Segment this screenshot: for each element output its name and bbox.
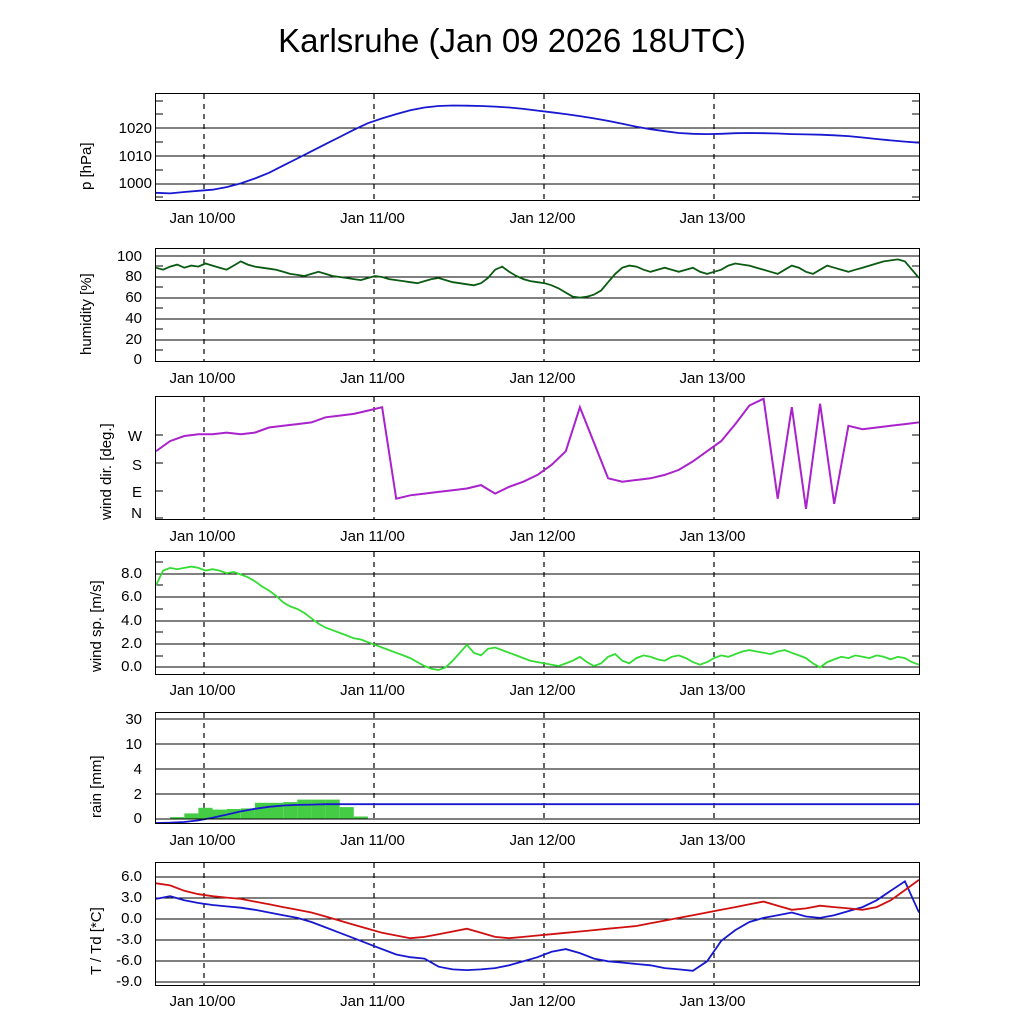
panel-wind-speed-ytick-4: 8.0 xyxy=(121,565,142,582)
panel-humidity-ytick-4: 20 xyxy=(125,331,142,348)
panel-pressure-ylabel: p [hPa] xyxy=(78,142,95,190)
panel-wind-direction-plot xyxy=(155,396,920,520)
panel-wind-direction-ytick-e: E xyxy=(131,484,142,501)
panel-temperature-ytick-3: 0.0 xyxy=(121,910,142,927)
panel-temperature-ytick-0: -9.0 xyxy=(116,973,142,990)
panel-wind-direction-ylabel: wind dir. [deg.] xyxy=(98,423,115,520)
panel-humidity-xtick-3: Jan 13/00 xyxy=(679,370,746,387)
panel-temperature-plot xyxy=(155,862,920,986)
panel-wind-speed-ytick-0: 0.0 xyxy=(121,658,142,675)
panel-temperature-ytick-2: -3.0 xyxy=(116,931,142,948)
panel-temperature-xtick-3: Jan 13/00 xyxy=(679,993,746,1010)
panel-humidity-ytick-1: 80 xyxy=(125,268,142,285)
panel-pressure-xtick-2: Jan 12/00 xyxy=(509,210,576,227)
panel-humidity-plot xyxy=(155,248,920,362)
panel-temperature-xtick-0: Jan 10/00 xyxy=(169,993,236,1010)
panel-temperature-ytick-5: 6.0 xyxy=(121,868,142,885)
panel-pressure-ytick-2: 1020 xyxy=(118,120,152,137)
panel-rain-ylabel: rain [mm] xyxy=(88,755,105,818)
panel-humidity-xtick-2: Jan 12/00 xyxy=(509,370,576,387)
panel-rain-ytick-2: 2 xyxy=(133,786,142,803)
panel-pressure-xtick-1: Jan 11/00 xyxy=(340,210,405,227)
panel-humidity-ylabel: humidity [%] xyxy=(78,273,95,355)
panel-humidity-xtick-1: Jan 11/00 xyxy=(340,370,405,387)
panel-wind-speed-ytick-2: 4.0 xyxy=(121,612,142,629)
panel-wind-speed-ylabel: wind sp. [m/s] xyxy=(88,580,105,672)
panel-humidity-ytick-5: 0 xyxy=(133,351,142,368)
panel-temperature-ytick-1: -6.0 xyxy=(116,952,142,969)
panel-wind-direction-xtick-3: Jan 13/00 xyxy=(679,528,746,545)
panel-wind-speed-xtick-0: Jan 10/00 xyxy=(169,682,236,699)
panel-pressure-ytick-1: 1010 xyxy=(118,148,152,165)
panel-wind-direction-ytick-w: W xyxy=(127,428,142,445)
panel-temperature-ytick-4: 3.0 xyxy=(121,889,142,906)
panel-wind-speed-xtick-1: Jan 11/00 xyxy=(340,682,405,699)
panel-pressure-xtick-0: Jan 10/00 xyxy=(169,210,236,227)
panel-rain-ytick-10: 10 xyxy=(125,736,142,753)
panel-wind-speed-ytick-3: 6.0 xyxy=(121,588,142,605)
panel-pressure-ytick-0: 1000 xyxy=(118,175,152,192)
panel-pressure-xtick-3: Jan 13/00 xyxy=(679,210,746,227)
panel-wind-speed-plot xyxy=(155,551,920,675)
panel-pressure-plot xyxy=(155,93,920,201)
panel-humidity-ytick-2: 60 xyxy=(125,289,142,306)
panel-humidity-ytick-0: 100 xyxy=(116,248,142,265)
panel-wind-speed-xtick-2: Jan 12/00 xyxy=(509,682,576,699)
panel-wind-direction-ytick-n: N xyxy=(131,505,142,522)
panel-humidity-xtick-0: Jan 10/00 xyxy=(169,370,236,387)
panel-temperature-xtick-1: Jan 11/00 xyxy=(340,993,405,1010)
panel-humidity-ytick-3: 40 xyxy=(125,310,142,327)
panel-wind-direction-xtick-1: Jan 11/00 xyxy=(340,528,405,545)
panel-rain-xtick-0: Jan 10/00 xyxy=(169,832,236,849)
panel-temperature-xtick-2: Jan 12/00 xyxy=(509,993,576,1010)
panel-rain-ytick-30: 30 xyxy=(125,711,142,728)
panel-rain-ytick-0: 0 xyxy=(133,810,142,827)
panel-wind-direction-xtick-2: Jan 12/00 xyxy=(509,528,576,545)
panel-wind-speed-xtick-3: Jan 13/00 xyxy=(679,682,746,699)
panel-rain-ytick-4: 4 xyxy=(133,761,142,778)
panel-rain-xtick-2: Jan 12/00 xyxy=(509,832,576,849)
panel-temperature-ylabel: T / Td [*C] xyxy=(88,907,105,975)
page-title: Karlsruhe (Jan 09 2026 18UTC) xyxy=(278,22,746,59)
panel-rain-plot xyxy=(155,712,920,824)
panel-wind-direction-xtick-0: Jan 10/00 xyxy=(169,528,236,545)
panel-rain-xtick-1: Jan 11/00 xyxy=(340,832,405,849)
panel-wind-speed-ytick-1: 2.0 xyxy=(121,635,142,652)
panel-rain-xtick-3: Jan 13/00 xyxy=(679,832,746,849)
panel-wind-direction-ytick-s: S xyxy=(131,457,142,474)
